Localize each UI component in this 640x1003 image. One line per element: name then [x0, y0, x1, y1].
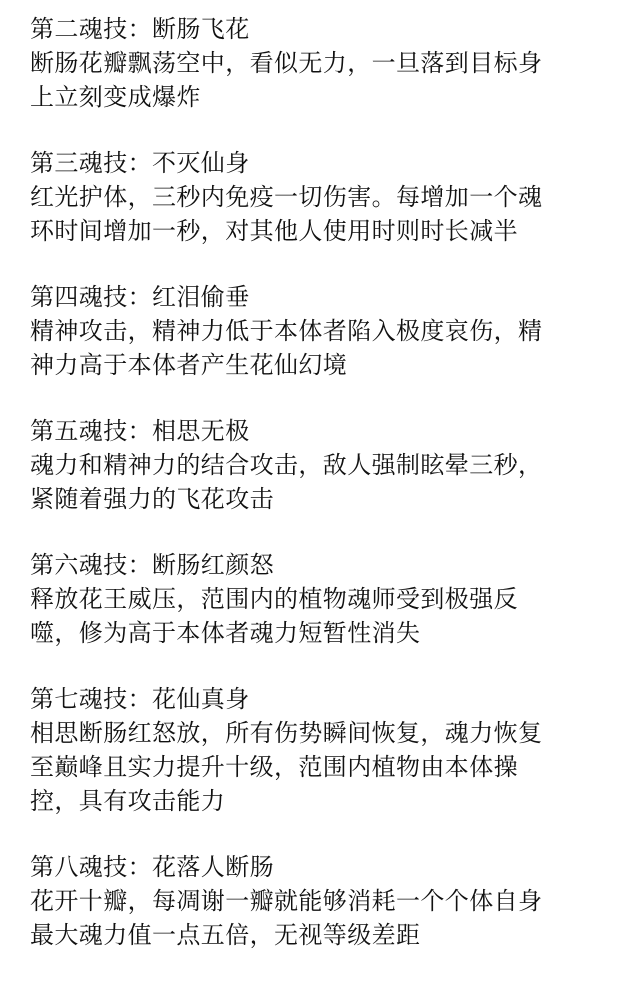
skill-description-line: 相思断肠红怒放，所有伤势瞬间恢复，魂力恢复 — [30, 719, 543, 747]
skill-description-line: 释放花王威压，范围内的植物魂师受到极强反 — [30, 585, 518, 613]
skill-title: 第五魂技：相思无极 — [30, 417, 250, 445]
skill-description-line: 至巅峰且实力提升十级，范围内植物由本体操 — [30, 753, 518, 781]
skill-section-5 — [30, 414, 630, 516]
skill-description-line: 最大魂力值一点五倍，无视等级差距 — [30, 921, 421, 949]
skill-title: 第七魂技：花仙真身 — [30, 685, 250, 713]
skill-section-4 — [30, 280, 630, 382]
skill-title: 第六魂技：断肠红颜怒 — [30, 551, 274, 579]
skill-section-6 — [30, 548, 630, 650]
skill-section-3 — [30, 146, 630, 248]
skill-title: 第四魂技：红泪偷垂 — [30, 283, 250, 311]
skill-description-line: 上立刻变成爆炸 — [30, 83, 201, 111]
skill-description-line: 断肠花瓣飘荡空中，看似无力，一旦落到目标身 — [30, 49, 543, 77]
skill-description-line: 控，具有攻击能力 — [30, 787, 226, 815]
skill-section-7 — [30, 682, 630, 818]
skill-title: 第八魂技：花落人断肠 — [30, 853, 274, 881]
skill-section-2 — [30, 12, 630, 114]
skill-description-line: 花开十瓣，每凋谢一瓣就能够消耗一个个体自身 — [30, 887, 543, 915]
skill-description-line: 红光护体，三秒内免疫一切伤害。每增加一个魂 — [30, 183, 543, 211]
skill-title: 第三魂技：不灭仙身 — [30, 149, 250, 177]
skill-description-line: 噬，修为高于本体者魂力短暂性消失 — [30, 619, 421, 647]
skill-description-line: 精神攻击，精神力低于本体者陷入极度哀伤，精 — [30, 317, 543, 345]
skill-description-line: 紧随着强力的飞花攻击 — [30, 485, 274, 513]
skill-description-line: 神力高于本体者产生花仙幻境 — [30, 351, 348, 379]
skill-title: 第二魂技：断肠飞花 — [30, 15, 250, 43]
skill-section-8 — [30, 850, 630, 952]
document-body — [30, 12, 630, 984]
skill-description-line: 魂力和精神力的结合攻击，敌人强制眩晕三秒， — [30, 451, 543, 479]
skill-description-line: 环时间增加一秒，对其他人使用时则时长减半 — [30, 217, 518, 245]
